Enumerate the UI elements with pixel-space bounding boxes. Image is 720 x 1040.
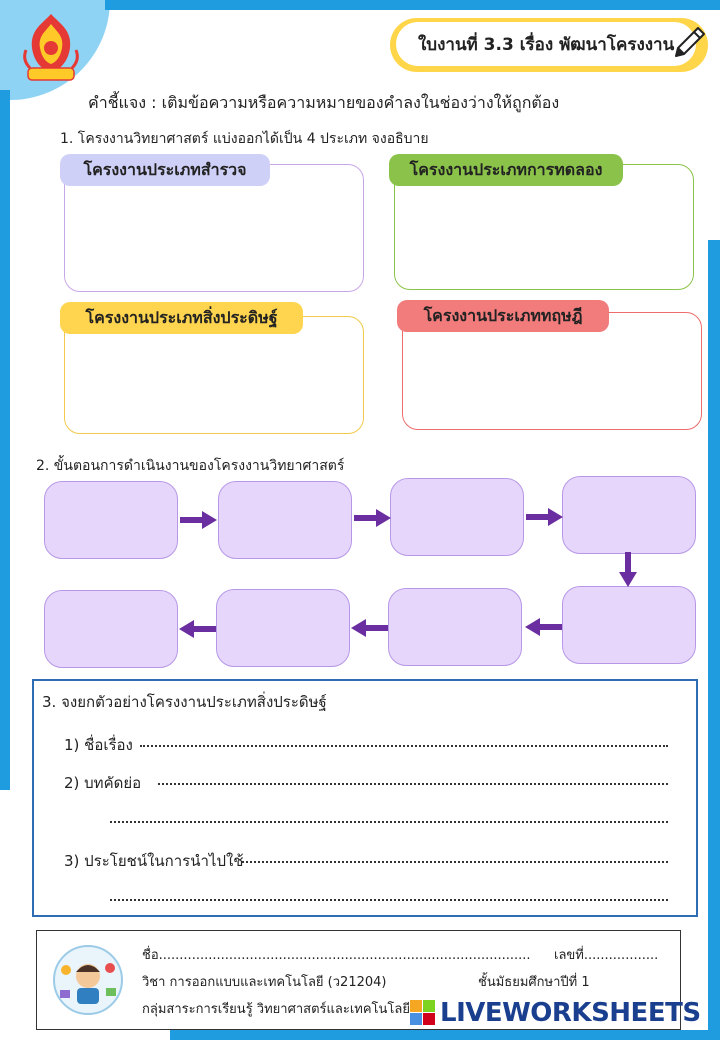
name-field[interactable]: ชื่อ..........................................................................................	[142, 948, 531, 963]
right-border	[708, 240, 720, 1040]
question-3-box	[32, 679, 698, 917]
answer-line-title[interactable]	[140, 745, 668, 747]
arrow-right-icon	[526, 507, 564, 527]
instructions: คำชี้แจง : เติมข้อความหรือความหมายของคำลงในช่องว่างให้ถูกต้อง	[88, 93, 560, 112]
q3-item-title: 1) ชื่อเรื่อง	[64, 736, 133, 754]
step-box-3[interactable]	[390, 478, 524, 556]
students-illustration-icon	[52, 940, 124, 1020]
step-box-1[interactable]	[44, 481, 178, 559]
question-2: 2. ขั้นตอนการดำเนินงานของโครงงานวิทยาศาสตร์	[36, 458, 345, 474]
question-3: 3. จงยกตัวอย่างโครงงานประเภทสิ่งประดิษฐ์	[42, 693, 327, 711]
liveworksheets-icon	[410, 1000, 436, 1026]
school-emblem-icon	[20, 10, 82, 84]
label-theory: โครงงานประเภททฤษฎี	[397, 300, 609, 332]
arrow-right-icon	[354, 508, 392, 528]
answer-line-abstract-1[interactable]	[158, 783, 668, 785]
q3-item-abstract: 2) บทคัดย่อ	[64, 774, 142, 792]
arrow-left-icon	[178, 619, 216, 639]
label-invention: โครงงานประเภทสิ่งประดิษฐ์	[60, 302, 303, 334]
step-box-8[interactable]	[44, 590, 178, 668]
subject-text: วิชา การออกแบบและเทคโนโลยี (ว21204)	[142, 975, 387, 990]
liveworksheets-logo	[410, 998, 701, 1028]
step-box-6[interactable]	[388, 588, 522, 666]
question-1: 1. โครงงานวิทยาศาสตร์ แบ่งออกได้เป็น 4 ประเภท จงอธิบาย	[60, 131, 429, 147]
step-box-5[interactable]	[562, 586, 696, 664]
arrow-down-icon	[618, 552, 638, 588]
step-box-4[interactable]	[562, 476, 696, 554]
answer-line-abstract-2[interactable]	[110, 821, 668, 823]
label-survey: โครงงานประเภทสำรวจ	[60, 154, 270, 186]
left-border	[0, 90, 10, 790]
top-border	[105, 0, 720, 10]
step-box-2[interactable]	[218, 481, 352, 559]
q3-item-benefit: 3) ประโยชน์ในการนำไปใช้	[64, 852, 244, 870]
answer-line-benefit-2[interactable]	[110, 899, 668, 901]
bottom-border	[170, 1030, 720, 1040]
group-text: กลุ่มสาระการเรียนรู้ วิทยาศาสตร์และเทคโนโลยี	[142, 1002, 410, 1017]
step-box-7[interactable]	[216, 589, 350, 667]
arrow-left-icon	[350, 618, 388, 638]
liveworksheets-text: LIVEWORKSHEETS	[440, 998, 701, 1028]
arrow-left-icon	[524, 617, 562, 637]
worksheet-title: ใบงานที่ 3.3 เรื่อง พัฒนาโครงงาน	[396, 22, 696, 66]
label-experiment: โครงงานประเภทการทดลอง	[389, 154, 623, 186]
grade-text: ชั้นมัธยมศึกษาปีที่ 1	[478, 975, 590, 990]
arrow-right-icon	[180, 510, 218, 530]
answer-line-benefit-1[interactable]	[242, 861, 668, 863]
number-field[interactable]: เลขที่..................	[554, 948, 659, 963]
pencil-icon	[668, 24, 708, 64]
